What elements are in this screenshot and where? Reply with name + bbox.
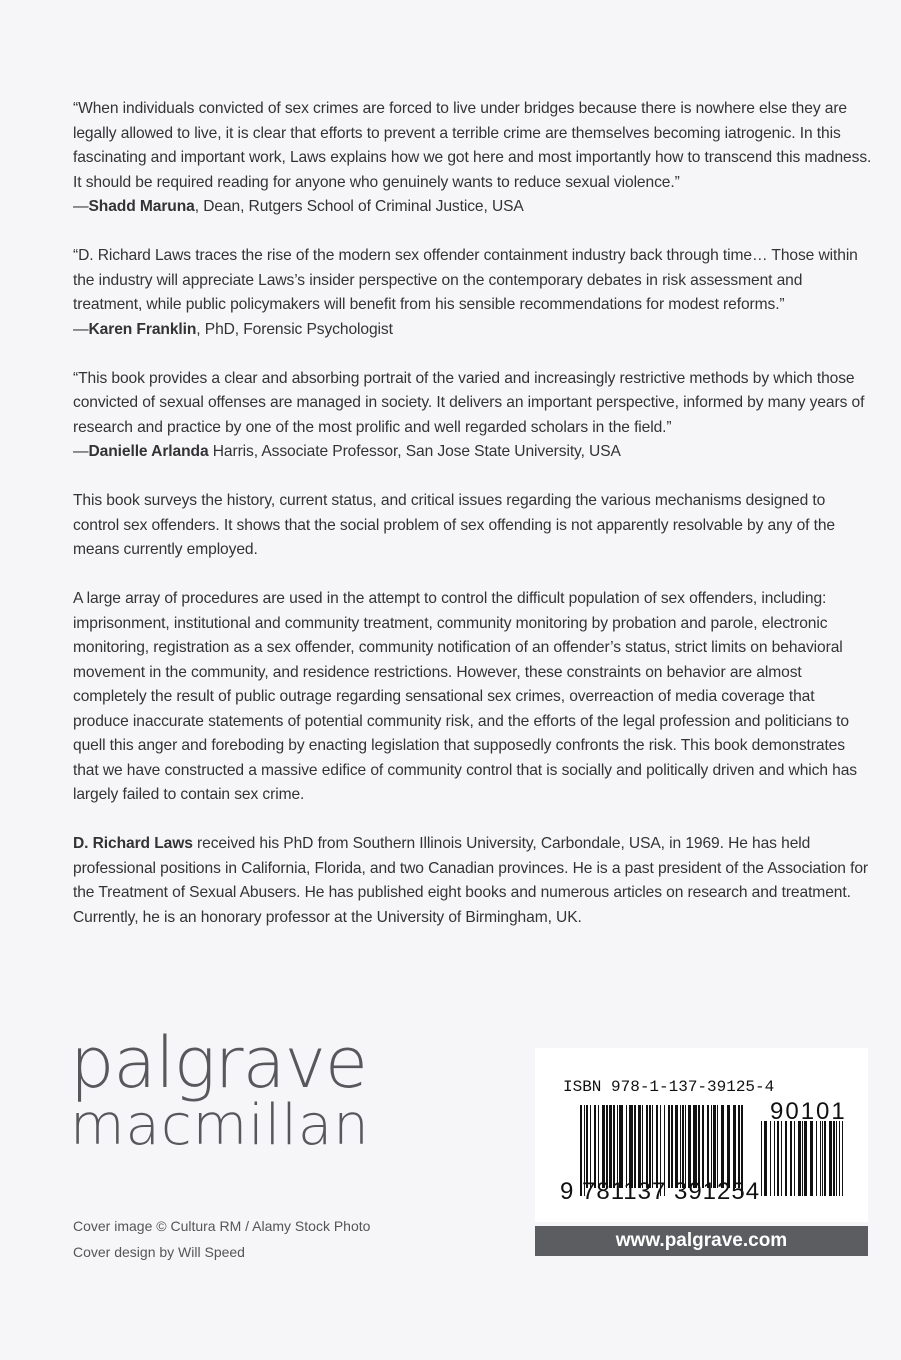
barcode-bar bbox=[617, 1105, 618, 1188]
back-cover-text bbox=[73, 97, 873, 955]
barcode-bar bbox=[721, 1105, 724, 1188]
barcode-bar bbox=[590, 1105, 591, 1188]
barcode-bar bbox=[675, 1105, 678, 1188]
barcode-bar bbox=[820, 1121, 821, 1196]
barcode-bar bbox=[668, 1105, 670, 1188]
barcode-bar bbox=[642, 1105, 643, 1188]
barcode-bar bbox=[711, 1105, 712, 1188]
quote-attribution: —Karen Franklin, PhD, Forensic Psychologist bbox=[73, 320, 393, 338]
barcode-bar bbox=[738, 1105, 740, 1188]
barcode-bar bbox=[842, 1121, 843, 1196]
barcode-bar bbox=[652, 1105, 653, 1188]
cover-image-credit: Cover image © Cultura RM / Alamy Stock Photo bbox=[73, 1218, 371, 1234]
barcode-bar bbox=[649, 1105, 651, 1188]
barcode-bar bbox=[629, 1105, 633, 1188]
quote-attribution: —Danielle Arlanda Harris, Associate Professor, San Jose State University, USA bbox=[73, 443, 621, 460]
barcode-bar bbox=[816, 1121, 817, 1196]
description-paragraph-2: A large array of procedures are used in the attempt to control the difficult population of sex offenders, including: imprisonment, institutional and community treatment, community monitoring by probation and parole, electronic monitoring, registration as a sex offender, community notification of an offender’s status, strict limits on behavioral movement in the community, and residence restrictions. However, these constraints on behavior are almost completely the result of public outrage regarding sensational sex crimes, overreaction of media coverage that produce inaccurate statements of potential community risk, and the efforts of the legal profession and politicians to quell this anger and foreboding by enacting legislation that supposedly confronts the risk. This book demonstrates that we have constructed a massive edifice of community control that is socially and politically driven and which has largely failed to contain sex crime. bbox=[73, 590, 857, 803]
quote-text: “When individuals convicted of sex crimes are forced to live under bridges because there is nowhere else they are legally allowed to live, it is clear that efforts to prevent a terrible crime are themselves becoming iatrogenic. In this fascinating and important work, Laws explains how we got here and most importantly how to transcend this madness. It should be required reading for anyone who genuinely wants to reduce sexual violence.” bbox=[73, 100, 872, 191]
barcode-bar bbox=[836, 1121, 837, 1196]
quote-text: “D. Richard Laws traces the rise of the modern sex offender containment industry back through time… Those within the industry will appreciate Laws’s insider perspective on the contemporary debates in risk assessment and treatment, while public policymakers will benefit from his sensible recommendations for modest reforms.” bbox=[73, 247, 858, 313]
quote-1 bbox=[73, 97, 873, 220]
barcode-bar bbox=[598, 1105, 599, 1188]
price-addon: 90101 bbox=[770, 1098, 847, 1125]
barcode-bar bbox=[602, 1105, 605, 1188]
barcode-bar bbox=[824, 1121, 826, 1196]
barcode-bar bbox=[688, 1105, 691, 1188]
barcode-bar bbox=[646, 1105, 648, 1188]
barcode-bar bbox=[682, 1105, 684, 1188]
cover-credits bbox=[73, 1213, 370, 1265]
quote-3 bbox=[73, 367, 873, 465]
barcode-bar bbox=[634, 1105, 636, 1188]
barcode-bar bbox=[777, 1121, 779, 1196]
barcode-bar bbox=[606, 1105, 608, 1188]
barcode-bar bbox=[713, 1105, 716, 1188]
barcode-bar bbox=[707, 1105, 709, 1188]
barcode-bar bbox=[785, 1121, 787, 1196]
barcode-bar bbox=[693, 1105, 697, 1188]
barcode-bar bbox=[839, 1121, 840, 1196]
barcode-bar bbox=[586, 1105, 588, 1188]
barcode-bar bbox=[822, 1121, 823, 1196]
barcode-bar bbox=[626, 1105, 627, 1188]
barcode-bar bbox=[638, 1105, 641, 1188]
barcode-bar bbox=[770, 1121, 771, 1196]
barcode-bar bbox=[764, 1121, 767, 1196]
barcode-bar bbox=[717, 1105, 718, 1188]
cover-design-credit: Cover design by Will Speed bbox=[73, 1244, 245, 1260]
barcode-bar bbox=[656, 1105, 658, 1188]
barcode-digits: 9 781137 391254 bbox=[560, 1178, 761, 1205]
publisher-url[interactable]: www.palgrave.com bbox=[535, 1226, 868, 1256]
barcode-bar bbox=[829, 1121, 832, 1196]
barcode-bar bbox=[594, 1105, 596, 1188]
barcode-bar bbox=[680, 1105, 681, 1188]
barcode-bar bbox=[781, 1121, 782, 1196]
barcode-bar bbox=[619, 1105, 623, 1188]
barcode-bar bbox=[727, 1105, 730, 1188]
barcode-bar bbox=[609, 1105, 612, 1188]
quote-2 bbox=[73, 244, 873, 342]
barcode-bar bbox=[774, 1121, 775, 1196]
quote-attribution: —Shadd Maruna, Dean, Rutgers School of Criminal Justice, USA bbox=[73, 198, 524, 215]
barcode-bar bbox=[794, 1121, 795, 1196]
barcode-bar bbox=[804, 1121, 807, 1196]
barcode-bar bbox=[761, 1121, 762, 1196]
barcode-bar bbox=[802, 1121, 803, 1196]
barcode-bar bbox=[790, 1121, 792, 1196]
isbn-barcode bbox=[535, 1048, 868, 1222]
barcode-bar bbox=[613, 1105, 615, 1188]
quote-text: “This book provides a clear and absorbing portrait of the varied and increasingly restrictive methods by which those convicted of sexual offenses are managed in society. It delivers an important perspective, informed by many years of research and practice by one of the most prolific and well regarded scholars in the field.” bbox=[73, 369, 865, 436]
author-bio: D. Richard Laws received his PhD from Southern Illinois University, Carbondale, USA, in 1969. He has held professional positions in California, Florida, and two Canadian provinces. He is a past president of the Association for the Treatment of Sexual Abusers. He has published eight books and numerous articles on research and treatment. Currently, he is an honorary professor at the University of Birmingham, UK. bbox=[73, 835, 868, 926]
publisher-logo: palgrave macmillan bbox=[70, 1022, 370, 1158]
barcode-bar bbox=[733, 1105, 736, 1188]
barcode-bar bbox=[833, 1121, 835, 1196]
barcode-bar bbox=[685, 1105, 686, 1188]
barcode-bar bbox=[671, 1105, 673, 1188]
isbn-label: ISBN 978-1-137-39125-4 bbox=[563, 1078, 775, 1096]
barcode-bar bbox=[798, 1121, 801, 1196]
description-paragraph-1: This book surveys the history, current status, and critical issues regarding the various mechanisms designed to control sex offenders. It shows that the social problem of sex offending is not apparently resolvable by any of the means currently employed. bbox=[73, 492, 835, 558]
barcode-bar bbox=[698, 1105, 700, 1188]
barcode-bar bbox=[702, 1105, 704, 1188]
barcode-bar bbox=[810, 1121, 813, 1196]
